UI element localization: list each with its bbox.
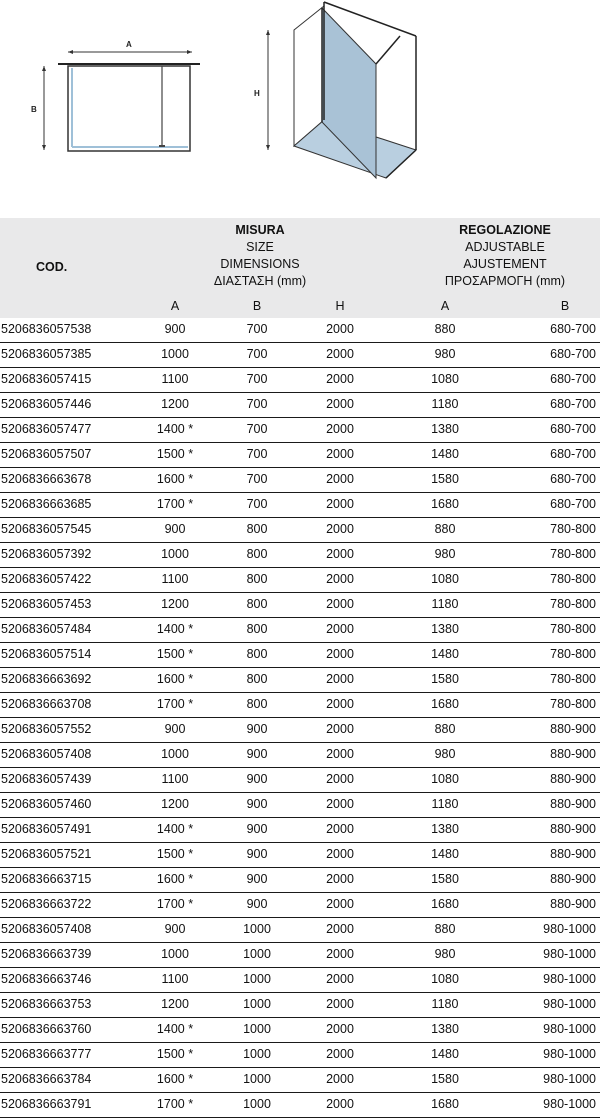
product-code-cell: 5206836663746 — [1, 972, 92, 986]
adjust-a-cell: 1080 — [431, 372, 459, 386]
size-h-cell: 2000 — [326, 322, 354, 336]
dim-b-label: B — [31, 105, 37, 114]
adjust-a-cell: 1180 — [431, 597, 459, 611]
adjust-b-cell: 780-800 — [550, 647, 596, 661]
size-b-cell: 1000 — [243, 1047, 271, 1061]
size-b-cell: 800 — [246, 697, 268, 711]
size-a-cell: 1000 — [161, 947, 189, 961]
size-b-cell: 700 — [246, 472, 268, 486]
size-h-cell: 2000 — [326, 797, 354, 811]
adjust-b-cell: 780-800 — [550, 597, 596, 611]
size-a-cell: 1400 * — [156, 422, 194, 436]
size-b-cell: 700 — [246, 397, 268, 411]
product-code-cell: 5206836057545 — [1, 522, 92, 536]
product-code-cell: 5206836663722 — [1, 897, 92, 911]
col-adj-b-header: B — [560, 299, 570, 313]
product-code-cell: 5206836057422 — [1, 572, 92, 586]
size-b-cell: 900 — [246, 797, 268, 811]
adjust-b-cell: 880-900 — [550, 847, 596, 861]
size-h-cell: 2000 — [326, 922, 354, 936]
table-row — [0, 768, 600, 793]
adjust-b-cell: 880-900 — [550, 797, 596, 811]
table-row — [0, 868, 600, 893]
size-b-cell: 800 — [246, 672, 268, 686]
size-h-cell: 2000 — [326, 722, 354, 736]
table-row — [0, 618, 600, 643]
product-code-cell: 5206836057491 — [1, 822, 92, 836]
size-h-cell: 2000 — [326, 972, 354, 986]
product-code-cell: 5206836057514 — [1, 647, 92, 661]
size-a-cell: 1600 * — [156, 872, 194, 886]
size-h-cell: 2000 — [326, 397, 354, 411]
size-b-cell: 700 — [246, 372, 268, 386]
adjust-b-cell: 680-700 — [550, 347, 596, 361]
adjust-a-cell: 1380 — [431, 622, 459, 636]
product-code-cell: 5206836663753 — [1, 997, 92, 1011]
size-a-cell: 900 — [164, 922, 186, 936]
size-h-cell: 2000 — [326, 572, 354, 586]
table-row — [0, 918, 600, 943]
product-code-cell: 5206836057484 — [1, 622, 92, 636]
adjust-b-cell: 780-800 — [550, 572, 596, 586]
product-code-cell: 5206836057460 — [1, 797, 92, 811]
adjust-a-cell: 1480 — [431, 447, 459, 461]
size-a-cell: 1200 — [161, 997, 189, 1011]
adjust-a-cell: 1480 — [431, 1047, 459, 1061]
size-a-cell: 1700 * — [156, 497, 194, 511]
size-h-cell: 2000 — [326, 522, 354, 536]
adjust-a-cell: 880 — [434, 522, 456, 536]
size-h-cell: 2000 — [326, 672, 354, 686]
size-a-cell: 1200 — [161, 597, 189, 611]
size-a-cell: 1600 * — [156, 472, 194, 486]
size-a-cell: 1600 * — [156, 1072, 194, 1086]
size-b-cell: 800 — [246, 647, 268, 661]
size-a-cell: 900 — [164, 322, 186, 336]
size-b-cell: 900 — [246, 772, 268, 786]
adjust-b-cell: 780-800 — [550, 622, 596, 636]
adjust-b-cell: 980-1000 — [543, 1022, 596, 1036]
adjust-a-cell: 1480 — [431, 847, 459, 861]
adjustable-header — [420, 222, 590, 290]
adjust-b-cell: 680-700 — [550, 472, 596, 486]
product-code-cell: 5206836057507 — [1, 447, 92, 461]
adjust-a-cell: 1080 — [431, 972, 459, 986]
table-row — [0, 343, 600, 368]
table-row — [0, 393, 600, 418]
top-view-diagram — [20, 28, 240, 198]
adjust-b-cell: 980-1000 — [543, 947, 596, 961]
size-b-cell: 1000 — [243, 1072, 271, 1086]
product-code-cell: 5206836663692 — [1, 672, 92, 686]
product-code-cell: 5206836057477 — [1, 422, 92, 436]
ajustement-label: AJUSTEMENT — [463, 257, 547, 271]
product-code-cell: 5206836663708 — [1, 697, 92, 711]
adjust-a-cell: 1180 — [431, 397, 459, 411]
adjust-b-cell: 680-700 — [550, 322, 596, 336]
adjust-b-cell: 980-1000 — [543, 972, 596, 986]
adjust-a-cell: 1080 — [431, 772, 459, 786]
size-h-cell: 2000 — [326, 1022, 354, 1036]
size-b-cell: 800 — [246, 622, 268, 636]
size-b-cell: 700 — [246, 497, 268, 511]
product-code-cell: 5206836057408 — [1, 747, 92, 761]
adjust-b-cell: 680-700 — [550, 447, 596, 461]
adjust-b-cell: 680-700 — [550, 397, 596, 411]
size-a-cell: 1400 * — [156, 822, 194, 836]
size-a-cell: 1500 * — [156, 647, 194, 661]
adjustable-label: ADJUSTABLE — [465, 240, 545, 254]
size-a-cell: 1100 — [161, 372, 189, 386]
product-code-cell: 5206836663791 — [1, 1097, 92, 1111]
size-b-cell: 900 — [246, 822, 268, 836]
product-code-cell: 5206836663739 — [1, 947, 92, 961]
table-row — [0, 443, 600, 468]
adjust-a-cell: 1580 — [431, 672, 459, 686]
col-adj-a-header: A — [440, 299, 450, 313]
size-b-cell: 1000 — [243, 947, 271, 961]
product-code-cell: 5206836057446 — [1, 397, 92, 411]
size-h-cell: 2000 — [326, 997, 354, 1011]
product-code-cell: 5206836663678 — [1, 472, 92, 486]
table-row — [0, 668, 600, 693]
size-h-cell: 2000 — [326, 472, 354, 486]
size-h-cell: 2000 — [326, 422, 354, 436]
table-row — [0, 793, 600, 818]
table-row — [0, 993, 600, 1018]
table-row — [0, 818, 600, 843]
size-b-cell: 1000 — [243, 997, 271, 1011]
adjust-a-cell: 880 — [434, 322, 456, 336]
size-a-cell: 1000 — [161, 747, 189, 761]
adjust-a-cell: 1580 — [431, 872, 459, 886]
product-code-cell: 5206836057521 — [1, 847, 92, 861]
size-b-cell: 700 — [246, 347, 268, 361]
size-h-cell: 2000 — [326, 622, 354, 636]
table-row — [0, 468, 600, 493]
adjust-a-cell: 1180 — [431, 797, 459, 811]
product-code-cell: 5206836663715 — [1, 872, 92, 886]
diastasi-label: ΔΙΑΣΤΑΣΗ (mm) — [213, 274, 307, 288]
size-a-cell: 1100 — [161, 972, 189, 986]
product-code-cell: 5206836057538 — [1, 322, 92, 336]
adjust-b-cell: 880-900 — [550, 722, 596, 736]
adjust-b-cell: 880-900 — [550, 747, 596, 761]
size-a-cell: 1400 * — [156, 622, 194, 636]
size-h-cell: 2000 — [326, 347, 354, 361]
table-header — [0, 218, 600, 318]
size-a-cell: 900 — [164, 522, 186, 536]
size-h-cell: 2000 — [326, 747, 354, 761]
dim-h-label: H — [254, 89, 260, 98]
adjust-a-cell: 1380 — [431, 822, 459, 836]
size-h-cell: 2000 — [326, 847, 354, 861]
product-code-cell: 5206836663784 — [1, 1072, 92, 1086]
dim-a-label: A — [126, 40, 132, 49]
col-h-header: H — [335, 299, 345, 313]
size-h-cell: 2000 — [326, 1097, 354, 1111]
table-row — [0, 693, 600, 718]
size-b-cell: 800 — [246, 597, 268, 611]
size-a-cell: 1600 * — [156, 672, 194, 686]
cod-header: COD. — [36, 260, 68, 274]
size-a-cell: 1500 * — [156, 847, 194, 861]
col-a-header: A — [170, 299, 180, 313]
col-b-header: B — [252, 299, 262, 313]
size-h-cell: 2000 — [326, 897, 354, 911]
adjust-b-cell: 980-1000 — [543, 997, 596, 1011]
table-row — [0, 318, 600, 343]
size-b-cell: 900 — [246, 897, 268, 911]
table-row — [0, 843, 600, 868]
adjust-a-cell: 980 — [434, 347, 456, 361]
table-row — [0, 493, 600, 518]
adjust-b-cell: 980-1000 — [543, 1072, 596, 1086]
size-h-cell: 2000 — [326, 1072, 354, 1086]
size-a-cell: 1000 — [161, 347, 189, 361]
product-code-cell: 5206836057385 — [1, 347, 92, 361]
adjust-b-cell: 780-800 — [550, 697, 596, 711]
adjust-b-cell: 880-900 — [550, 772, 596, 786]
size-b-cell: 900 — [246, 872, 268, 886]
product-code-cell: 5206836057392 — [1, 547, 92, 561]
size-a-cell: 1700 * — [156, 897, 194, 911]
table-row — [0, 1018, 600, 1043]
product-code-cell: 5206836663760 — [1, 1022, 92, 1036]
size-b-cell: 700 — [246, 447, 268, 461]
misura-label: MISURA — [235, 223, 285, 237]
product-code-cell: 5206836057453 — [1, 597, 92, 611]
adjust-b-cell: 980-1000 — [543, 1047, 596, 1061]
size-h-cell: 2000 — [326, 447, 354, 461]
dimensions-label: DIMENSIONS — [220, 257, 300, 271]
adjust-b-cell: 680-700 — [550, 422, 596, 436]
adjust-b-cell: 780-800 — [550, 547, 596, 561]
adjust-a-cell: 1680 — [431, 897, 459, 911]
table-row — [0, 743, 600, 768]
size-h-cell: 2000 — [326, 597, 354, 611]
size-b-cell: 1000 — [243, 1097, 271, 1111]
adjust-b-cell: 680-700 — [550, 497, 596, 511]
size-h-cell: 2000 — [326, 872, 354, 886]
adjust-b-cell: 880-900 — [550, 897, 596, 911]
size-b-cell: 900 — [246, 747, 268, 761]
prosarmogi-label: ΠΡΟΣΑΡΜΟΓΗ (mm) — [444, 274, 566, 288]
size-b-cell: 800 — [246, 572, 268, 586]
size-label: SIZE — [246, 240, 274, 254]
adjust-b-cell: 980-1000 — [543, 922, 596, 936]
perspective-view-diagram — [250, 0, 430, 200]
adjust-a-cell: 1180 — [431, 997, 459, 1011]
size-b-cell: 700 — [246, 422, 268, 436]
table-row — [0, 943, 600, 968]
size-a-cell: 1500 * — [156, 447, 194, 461]
size-h-cell: 2000 — [326, 647, 354, 661]
adjust-b-cell: 980-1000 — [543, 1097, 596, 1111]
size-a-cell: 1500 * — [156, 1047, 194, 1061]
adjust-a-cell: 1080 — [431, 572, 459, 586]
adjust-a-cell: 880 — [434, 722, 456, 736]
adjust-b-cell: 780-800 — [550, 672, 596, 686]
size-h-cell: 2000 — [326, 697, 354, 711]
table-row — [0, 1093, 600, 1118]
size-b-cell: 1000 — [243, 922, 271, 936]
table-row — [0, 568, 600, 593]
size-h-cell: 2000 — [326, 1047, 354, 1061]
adjust-a-cell: 880 — [434, 922, 456, 936]
adjust-a-cell: 1680 — [431, 1097, 459, 1111]
table-row — [0, 1068, 600, 1093]
adjust-a-cell: 1380 — [431, 422, 459, 436]
product-code-cell: 5206836057439 — [1, 772, 92, 786]
adjust-a-cell: 980 — [434, 747, 456, 761]
size-b-cell: 800 — [246, 522, 268, 536]
adjust-a-cell: 1580 — [431, 1072, 459, 1086]
size-a-cell: 900 — [164, 722, 186, 736]
adjust-b-cell: 780-800 — [550, 522, 596, 536]
table-row — [0, 893, 600, 918]
table-row — [0, 518, 600, 543]
adjust-a-cell: 980 — [434, 947, 456, 961]
product-code-cell: 5206836663777 — [1, 1047, 92, 1061]
size-b-cell: 900 — [246, 722, 268, 736]
size-b-cell: 700 — [246, 322, 268, 336]
size-h-cell: 2000 — [326, 372, 354, 386]
size-a-cell: 1200 — [161, 397, 189, 411]
size-b-cell: 900 — [246, 847, 268, 861]
table-row — [0, 718, 600, 743]
table-row — [0, 593, 600, 618]
table-row — [0, 1043, 600, 1068]
adjust-b-cell: 680-700 — [550, 372, 596, 386]
table-row — [0, 968, 600, 993]
size-h-cell: 2000 — [326, 947, 354, 961]
product-code-cell: 5206836663685 — [1, 497, 92, 511]
size-b-cell: 1000 — [243, 972, 271, 986]
table-row — [0, 418, 600, 443]
adjust-a-cell: 1580 — [431, 472, 459, 486]
product-code-cell: 5206836057408 — [1, 922, 92, 936]
size-b-cell: 1000 — [243, 1022, 271, 1036]
table-row — [0, 643, 600, 668]
adjust-b-cell: 880-900 — [550, 822, 596, 836]
regolazione-label: REGOLAZIONE — [459, 223, 551, 237]
product-code-cell: 5206836057415 — [1, 372, 92, 386]
dimension-diagrams — [0, 0, 600, 218]
adjust-a-cell: 1680 — [431, 497, 459, 511]
size-a-cell: 1700 * — [156, 697, 194, 711]
size-a-cell: 1100 — [161, 772, 189, 786]
size-a-cell: 1100 — [161, 572, 189, 586]
size-a-cell: 1700 * — [156, 1097, 194, 1111]
size-h-cell: 2000 — [326, 822, 354, 836]
size-h-cell: 2000 — [326, 497, 354, 511]
size-b-cell: 800 — [246, 547, 268, 561]
adjust-a-cell: 1380 — [431, 1022, 459, 1036]
adjust-a-cell: 980 — [434, 547, 456, 561]
table-body — [0, 318, 600, 1118]
size-h-cell: 2000 — [326, 772, 354, 786]
product-code-cell: 5206836057552 — [1, 722, 92, 736]
adjust-a-cell: 1480 — [431, 647, 459, 661]
adjust-b-cell: 880-900 — [550, 872, 596, 886]
size-header — [190, 222, 330, 290]
size-a-cell: 1400 * — [156, 1022, 194, 1036]
table-row — [0, 368, 600, 393]
size-a-cell: 1200 — [161, 797, 189, 811]
adjust-a-cell: 1680 — [431, 697, 459, 711]
size-a-cell: 1000 — [161, 547, 189, 561]
table-row — [0, 543, 600, 568]
size-h-cell: 2000 — [326, 547, 354, 561]
